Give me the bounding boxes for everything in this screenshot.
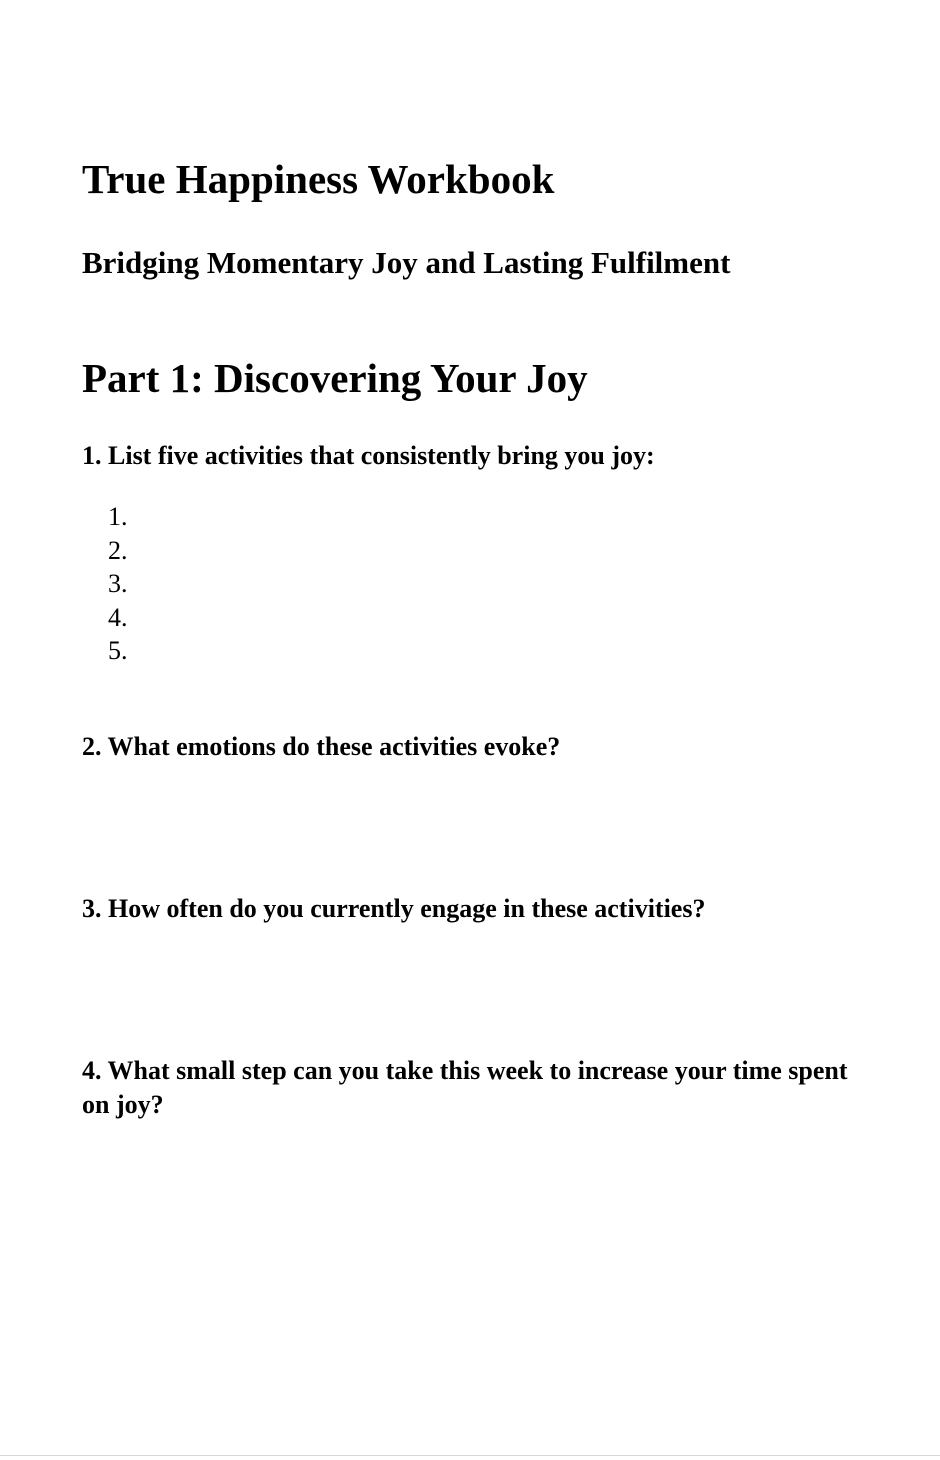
workbook-title: True Happiness Workbook — [82, 156, 555, 202]
question-2: 2. What emotions do these activities evoke? — [82, 732, 561, 761]
list-item: 1. — [108, 502, 128, 531]
part-1-heading: Part 1: Discovering Your Joy — [82, 355, 588, 401]
list-item: 3. — [108, 569, 128, 598]
list-item: 2. — [108, 535, 128, 565]
question-3: 3. How often do you currently engage in these activities? — [82, 894, 706, 923]
joy-activities-list — [108, 500, 128, 668]
list-item: 5. — [108, 636, 128, 665]
question-1: 1. List five activities that consistently bring you joy: — [82, 441, 655, 470]
list-item: 4. — [108, 602, 128, 632]
question-4: 4. What small step can you take this week to increase your time spent on joy? — [82, 1056, 848, 1119]
workbook-subtitle: Bridging Momentary Joy and Lasting Fulfilment — [82, 245, 731, 280]
